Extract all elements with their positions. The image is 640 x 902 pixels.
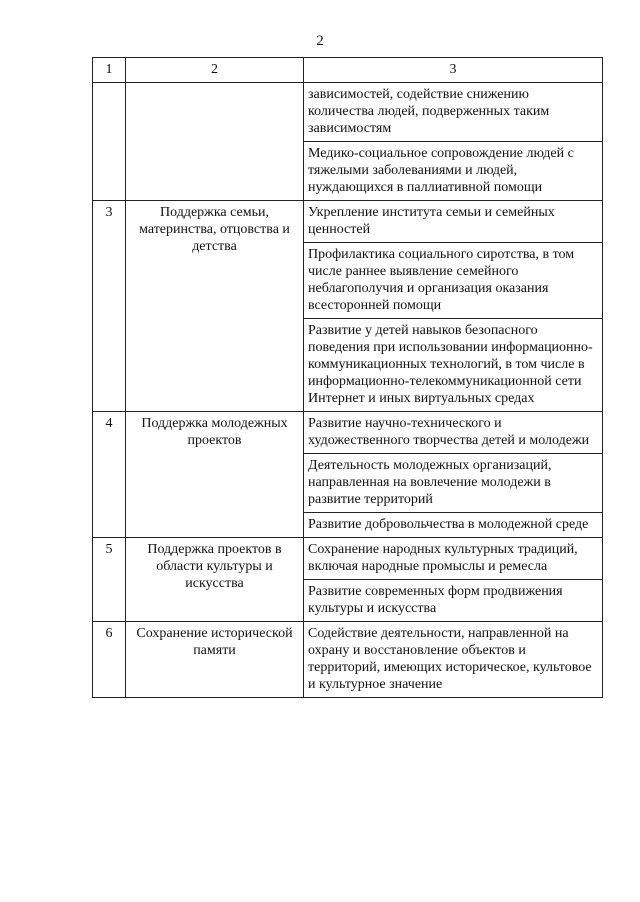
row-item: Медико-социальное сопровождение людей с тяжелыми заболеваниями и людей, нуждающихся в паллиативной помощи — [304, 142, 603, 201]
table-row — [93, 538, 603, 580]
row-number: 6 — [93, 622, 126, 698]
header-col-3: 3 — [304, 58, 603, 83]
row-topic: Поддержка семьи, материнства, отцовства и детства — [126, 201, 304, 412]
table-header-row — [93, 58, 603, 83]
row-number: 3 — [93, 201, 126, 412]
row-item: Профилактика социального сиротства, в том числе раннее выявление семейного неблагополучия и организация оказания всесторонней помощи — [304, 243, 603, 319]
table-row — [93, 201, 603, 243]
row-number: 5 — [93, 538, 126, 622]
header-col-2: 2 — [126, 58, 304, 83]
row-number: 4 — [93, 412, 126, 538]
directions-table — [92, 57, 603, 698]
table-row — [93, 83, 603, 142]
row-item: Укрепление института семьи и семейных ценностей — [304, 201, 603, 243]
row-item: Сохранение народных культурных традиций, включая народные промыслы и ремесла — [304, 538, 603, 580]
row-item: Развитие добровольчества в молодежной среде — [304, 513, 603, 538]
row-number — [93, 83, 126, 201]
header-col-1: 1 — [93, 58, 126, 83]
page-number: 2 — [316, 33, 324, 49]
row-item: зависимостей, содействие снижению количества людей, подверженных таким зависимостям — [304, 83, 603, 142]
row-item: Деятельность молодежных организаций, направленная на вовлечение молодежи в развитие территорий — [304, 454, 603, 513]
table-row — [93, 622, 603, 698]
row-item: Содействие деятельности, направленной на охрану и восстановление объектов и территорий, имеющих историческое, культовое и культурное значение — [304, 622, 603, 698]
row-item: Развитие современных форм продвижения культуры и искусства — [304, 580, 603, 622]
row-topic: Поддержка молодежных проектов — [126, 412, 304, 538]
row-topic — [126, 83, 304, 201]
row-topic: Сохранение исторической памяти — [126, 622, 304, 698]
table-row — [93, 412, 603, 454]
row-item: Развитие научно-технического и художественного творчества детей и молодежи — [304, 412, 603, 454]
row-item: Развитие у детей навыков безопасного поведения при использовании информационно-коммуникационных технологий, в том числе в информационно-телекоммуникационной сети Интернет и иных виртуальных средах — [304, 319, 603, 412]
row-topic: Поддержка проектов в области культуры и искусства — [126, 538, 304, 622]
